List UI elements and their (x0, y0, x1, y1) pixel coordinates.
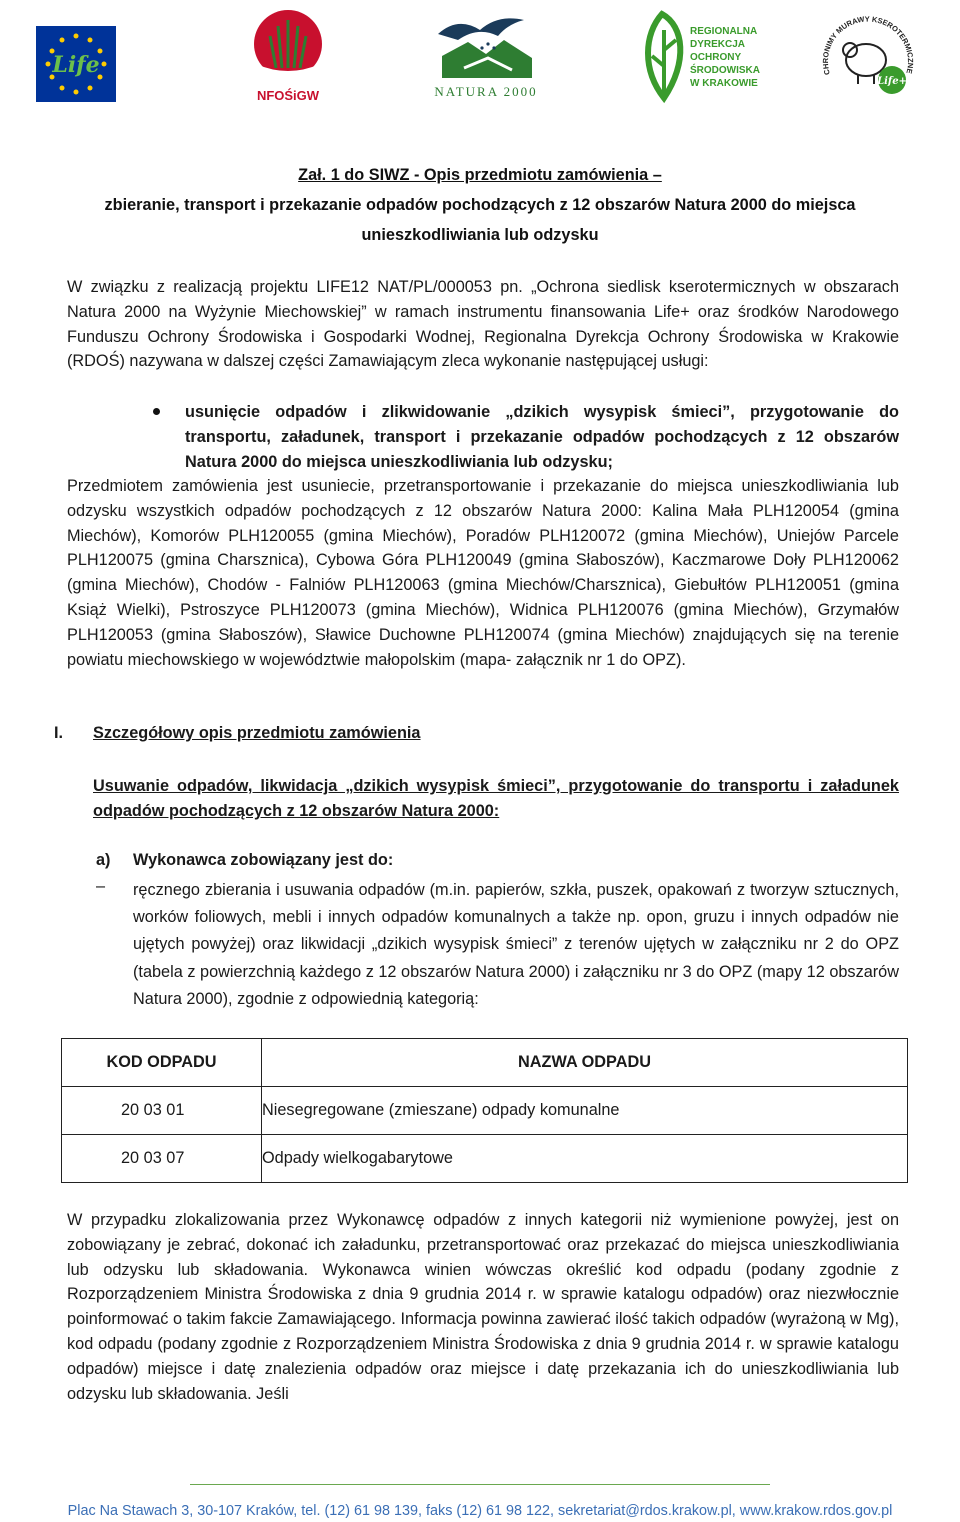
cell-name: Niesegregowane (zmieszane) odpady komunalne (262, 1087, 908, 1135)
bullet-icon (153, 408, 160, 415)
item-a-text: Wykonawca zobowiązany jest do: (133, 851, 394, 869)
rdos-line-3: OCHRONY (690, 52, 742, 63)
cell-code: 20 03 01 (62, 1087, 262, 1135)
table-header-row (62, 1039, 908, 1087)
service-bullet: usunięcie odpadów i zlikwidowanie „dzikich wysypisk śmieci”, przygotowanie do transportu, załadunek, transport i przekazanie odpadów pochodzących z 12 obszarów Natura 2000 do miejsca unieszkodliwiania lub odzysku; (185, 403, 899, 471)
header-code: KOD ODPADU (62, 1039, 262, 1087)
waste-code-table (61, 1038, 908, 1183)
footer-contact: Plac Na Stawach 3, 30-107 Kraków, tel. (12) 61 98 139, faks (12) 61 98 122, sekretariat@rdos.krakow.pl, www.krakow.rdos.gov.pl (67, 1503, 893, 1519)
rdos-line-1: REGIONALNA (690, 26, 758, 37)
dash-marker: – (96, 877, 106, 895)
cell-name: Odpady wielkogabarytowe (262, 1135, 908, 1183)
nfosigw-logo (252, 8, 324, 104)
nfosigw-logo-text: NFOŚiGW (256, 88, 320, 103)
doc-title-line-1: Zał. 1 do SIWZ - Opis przedmiotu zamówienia – (298, 166, 662, 184)
rdos-line-2: DYREKCJA (690, 39, 746, 50)
life-logo-text: Life (52, 52, 100, 78)
section-title: Szczegółowy opis przedmiotu zamówienia (93, 724, 421, 742)
header-name: NAZWA ODPADU (262, 1039, 908, 1087)
cell-code: 20 03 07 (62, 1135, 262, 1183)
sheep-logo (816, 4, 920, 108)
kserotermy-arc-text: CHRONIMY MURAWY KSEROTERMICZNE (820, 14, 916, 76)
section-number: I. (54, 724, 64, 742)
table-row (62, 1087, 908, 1135)
table-row (62, 1135, 908, 1183)
doc-title-line-2: zbieranie, transport i przekazanie odpadów pochodzących z 12 obszarów Natura 2000 do miejsca (104, 196, 856, 214)
footer-divider (190, 1484, 770, 1485)
kserotermy-life-text: Life+ (877, 76, 907, 87)
closing-paragraph: W przypadku zlokalizowania przez Wykonawcę odpadów z innych kategorii niż wymienione powyżej, jest on zobowiązany je zebrać, dokonać ich załadunku, przetransportować oraz przekazać do miejsca unieszkodliwiania lub odzysku lub składowania. Wykonawca winien wówczas określić kod odpadu (podany zgodnie z Rozporządzeniem Ministra Środowiska z dnia 9 grudnia 2014 r. w sprawie katalogu odpadów) oraz niezwłocznie poinformować o takim fakcie Zamawiającego. Informacja powinna zawierać ilość takich odpadów (wyrażoną w Mg), kod odpadu (podany zgodnie z Rozporządzeniem Ministra Środowiska z dnia 9 grudnia 2014 r. w sprawie katalogu odpadów) miejsce i datę znalezienia odpadów oraz miejsce i datę przekazania ich do unieszkodliwiania lub odzysku lub składowania. Jeśli (67, 1211, 899, 1403)
item-a-label: a) (96, 851, 111, 869)
logo-bar (0, 0, 960, 120)
rdos-leaf-logo (640, 10, 760, 102)
rdos-line-5: W KRAKOWIE (690, 78, 758, 89)
scope-paragraph: Przedmiotem zamówienia jest usuniecie, przetransportowanie i przekazanie do miejsca unieszkodliwiania lub odzysku wszystkich odpadów pochodzących z 12 obszarów Natura 2000: Kalina Mała PLH120054 (gmina Miechów), Komorów PLH120055 (gmina Miechów), Poradów PLH120072 (gmina Miechów), Uniejów Parcele PLH120075 (gmina Charsznica), Cybowa Góra PLH120049 (gmina Słaboszów), Kaczmarowe Doły PLH120062 (gmina Miechów), Chodów - Falniów PLH120063 (gmina Miechów/Charsznica), Giebułtów PLH120051 (gmina Książ Wielki), Pstroszyce PLH120073 (gmina Miechów), Widnica PLH120076 (gmina Miechów), Grzymałów PLH120053 (gmina Słaboszów), Sławice Duchowne PLH120074 (gmina Miechów) znajdujących się na terenie powiatu miechowskiego w województwie małopolskim (mapa- załącznik nr 1 do OPZ). (67, 477, 899, 669)
svg-text:CHRONIMY MURAWY KSEROTERMICZNE (821, 14, 915, 75)
eu-life-logo (36, 26, 116, 102)
intro-paragraph: W związku z realizacją projektu LIFE12 NAT/PL/000053 pn. „Ochrona siedlisk kserotermicznych w obszarach Natura 2000 na Wyżynie Miechowskiej” w ramach instrumentu finansowania Life+ oraz środków Narodowego Funduszu Ochrony Środowiska i Gospodarki Wodnej, Regionalna Dyrekcja Ochrony Środowiska w Krakowie (RDOŚ) nazywana w dalszej części Zamawiającym zleca wykonanie następującej usługi: (67, 278, 899, 371)
rdos-line-4: ŚRODOWISKA (690, 65, 760, 76)
natura-2000-logo (428, 6, 544, 102)
natura-logo-text: NATURA 2000 (434, 84, 538, 99)
section-subtitle: Usuwanie odpadów, likwidacja „dzikich wysypisk śmieci”, przygotowanie do transportu i załadunek odpadów pochodzących z 12 obszarów Natura 2000: (93, 777, 899, 820)
dash-item-text: ręcznego zbierania i usuwania odpadów (m.in. papierów, szkła, puszek, opakowań z tworzyw sztucznych, worków foliowych, mebli i innych odpadów komunalnych a także np. opon, gruzu i innych odpadów nie ujętych powyżej) oraz likwidacji „dzikich wysypisk śmieci” z terenów ujętych w załączniku nr 2 do OPZ (tabela z powierzchnią każdego z 12 obszarów Natura 2000) i załączniku nr 3 do OPZ (mapy 12 obszarów Natura 2000), zgodnie z odpowiednią kategorią: (133, 881, 899, 1008)
doc-title-line-3: unieszkodliwiania lub odzysku (361, 226, 599, 244)
